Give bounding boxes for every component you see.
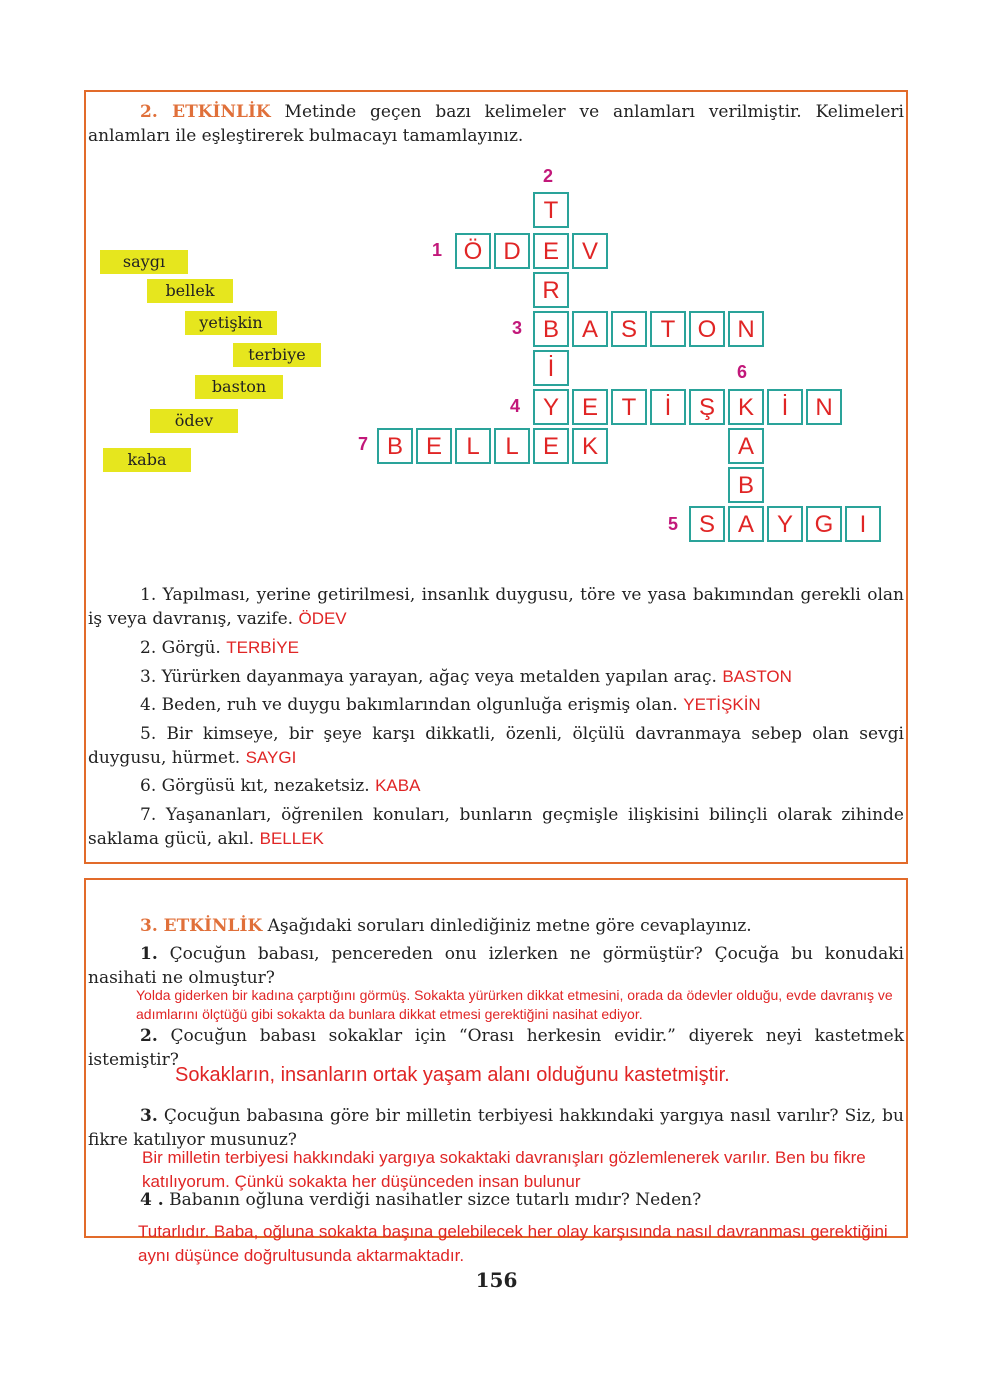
crossword-cell: I — [845, 506, 881, 542]
activity-3-intro: Aşağıdaki soruları dinlediğiniz metne göre cevaplayınız. — [262, 916, 752, 936]
word-chip-odev: ödev — [150, 409, 238, 433]
answer-q1: Yolda giderken bir kadına çarptığını görmüş. Sokakta yürürken dikkat etmesini, orada da ödevler olduğu, evde davranış ve adımlarını ölçtüğü gibi sokakta da bunlara dikkat etmesi gerektiğini nasihat ediyor. — [136, 987, 893, 1022]
crossword-cell: Ö — [455, 233, 491, 269]
crossword-cell: N — [806, 389, 842, 425]
answer-6: KABA — [375, 776, 421, 795]
crossword-cell: D — [494, 233, 530, 269]
puzzle-number-1: 1 — [432, 240, 443, 260]
crossword-cell: S — [611, 311, 647, 347]
clue-4: 4. Beden, ruh ve duygu bakımlarından olgunluğa erişmiş olan. YETİŞKİN — [140, 695, 761, 715]
question-1-number: 1. — [140, 944, 158, 964]
crossword-cell: E — [416, 428, 452, 464]
crossword-cell: G — [806, 506, 842, 542]
crossword-cell: T — [533, 192, 569, 228]
crossword-cell: A — [728, 506, 764, 542]
question-3-number: 3. — [140, 1106, 158, 1126]
question-2: 2. Çocuğun babası sokaklar için “Orası herkesin evidir.” diyerek neyi kastetmek istemiştir? — [88, 1026, 904, 1070]
crossword-cell: R — [533, 272, 569, 308]
crossword-cell: B — [728, 467, 764, 503]
answer-5: SAYGI — [245, 748, 297, 767]
puzzle-number-6: 6 — [737, 362, 748, 382]
puzzle-number-5: 5 — [668, 514, 679, 534]
crossword-cell: B — [533, 311, 569, 347]
word-chip-bellek: bellek — [147, 279, 233, 303]
answer-q4: Tutarlıdır. Baba, oğluna sokakta başına gelebilecek her olay karşısında nasıl davranması gerektiğini aynı düşünce doğrultusunda aktarmaktadır. — [138, 1222, 888, 1265]
crossword-cell: V — [572, 233, 608, 269]
question-4-number: 4 . — [140, 1190, 164, 1210]
activity-2-intro: Metinde geçen bazı kelimeler ve anlamları verilmiştir. Kelimeleri anlamları ile eşleştirerek bulmacayı tamamlayınız. — [88, 102, 904, 146]
answer-2: TERBİYE — [226, 638, 299, 657]
crossword-cell: O — [689, 311, 725, 347]
puzzle-number-3: 3 — [512, 318, 523, 338]
page-number: 156 — [475, 1268, 518, 1292]
answer-1: ÖDEV — [298, 609, 347, 628]
crossword-cell: T — [650, 311, 686, 347]
crossword-cell: A — [572, 311, 608, 347]
answer-4: YETİŞKİN — [683, 695, 761, 714]
clue-6: 6. Görgüsü kıt, nezaketsiz. KABA — [140, 776, 421, 796]
activity-2-header — [88, 100, 904, 148]
crossword-cell: İ — [767, 389, 803, 425]
crossword-cell: T — [611, 389, 647, 425]
crossword-cell: K — [572, 428, 608, 464]
word-chip-kaba: kaba — [103, 448, 191, 472]
crossword-cell: E — [572, 389, 608, 425]
answer-7: BELLEK — [259, 829, 324, 848]
crossword-cell: E — [533, 428, 569, 464]
activity-2-title: 2. ETKİNLİK — [140, 102, 271, 122]
crossword-cell: S — [689, 506, 725, 542]
word-chip-terbiye: terbiye — [233, 343, 321, 367]
clue-1: 1. Yapılması, yerine getirilmesi, insanlık duygusu, töre ve yasa bakımından gerekli olan iş veya davranış, vazife. ÖDEV — [88, 585, 904, 629]
puzzle-number-2: 2 — [543, 166, 554, 186]
crossword-cell: İ — [650, 389, 686, 425]
clue-3: 3. Yürürken dayanmaya yarayan, ağaç veya metalden yapılan araç. BASTON — [140, 667, 792, 687]
question-2-number: 2. — [140, 1026, 158, 1046]
crossword-cell: L — [494, 428, 530, 464]
clue-5: 5. Bir kimseye, bir şeye karşı dikkatli, özenli, ölçülü davranmaya sebep olan sevgi duygusu, hürmet. SAYGI — [88, 724, 904, 768]
activity-3-header — [88, 914, 904, 938]
answer-3: BASTON — [722, 667, 792, 686]
word-chip-yetiskin: yetişkin — [185, 311, 277, 335]
crossword-cell: İ — [533, 350, 569, 386]
crossword-cell: Ş — [689, 389, 725, 425]
puzzle-number-7: 7 — [358, 434, 369, 454]
crossword-cell: Y — [767, 506, 803, 542]
answer-q3: Bir milletin terbiyesi hakkındaki yargıya sokaktaki davranışları gözlemlenerek varılır. Ben bu fikre katılıyorum. Çünkü sokakta her düşünceden insan bulunur — [142, 1148, 866, 1191]
crossword-cell: N — [728, 311, 764, 347]
answer-q2: Sokakların, insanların ortak yaşam alanı olduğunu kastetmiştir. — [175, 1064, 730, 1086]
clue-7: 7. Yaşananları, öğrenilen konuları, bunların geçmişle ilişkisini bilinçli olarak zihinde saklama gücü, akıl. BELLEK — [88, 805, 904, 849]
crossword-cell: Y — [533, 389, 569, 425]
crossword-cell: L — [455, 428, 491, 464]
question-4: 4 . Babanın oğluna verdiği nasihatler sizce tutarlı mıdır? Neden? — [140, 1190, 702, 1210]
crossword-cell: B — [377, 428, 413, 464]
word-chip-baston: baston — [195, 375, 283, 399]
crossword-cell: K — [728, 389, 764, 425]
activity-3-title: 3. ETKİNLİK — [140, 916, 263, 936]
question-1: 1. Çocuğun babası, pencereden onu izlerken ne görmüştür? Çocuğa bu konudaki nasihati ne olmuştur? — [88, 944, 904, 988]
question-3: 3. Çocuğun babasına göre bir milletin terbiyesi hakkındaki yargıya nasıl varılır? Siz, bu fikre katılıyor musunuz? — [88, 1106, 904, 1150]
word-chip-saygi: saygı — [100, 250, 188, 274]
puzzle-number-4: 4 — [510, 396, 521, 416]
crossword-cell: E — [533, 233, 569, 269]
crossword-cell: A — [728, 428, 764, 464]
clue-2: 2. Görgü. TERBİYE — [140, 638, 299, 658]
